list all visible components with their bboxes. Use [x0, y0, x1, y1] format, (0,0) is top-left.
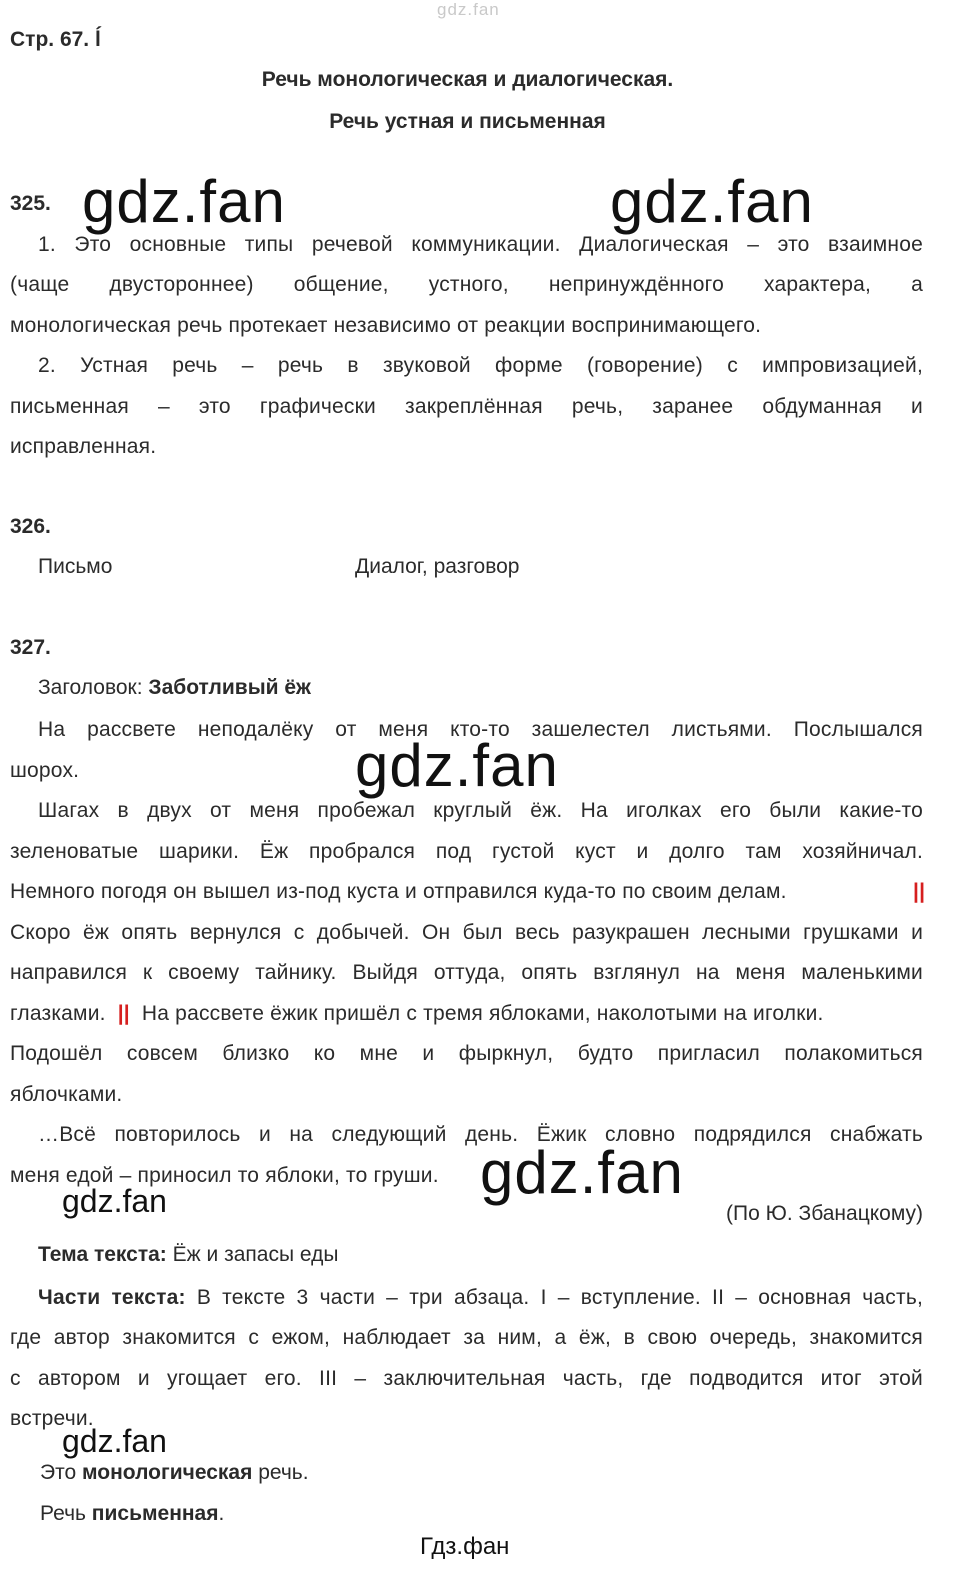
watermark: gdz.fan: [62, 1183, 167, 1219]
paragraph-text: Немного погодя он вышел из-под куста и отправился куда-то по своим делам.: [10, 880, 787, 903]
parts-text: В тексте 3 части – три абзаца. I – вступление. II – основная часть,: [196, 1286, 923, 1309]
paragraph-line: 1. Это основные типы речевой коммуникации. Диалогическая – это взаимное: [38, 233, 923, 256]
part-separator: ||: [117, 1002, 130, 1025]
speech-bold: письменная: [91, 1502, 219, 1525]
paragraph-line: [10, 878, 926, 906]
speech-type: [40, 1461, 309, 1485]
paragraph-line: [10, 1000, 923, 1028]
paragraph-line: исправленная.: [10, 435, 157, 458]
paragraph-line: Скоро ёж опять вернулся с добычей. Он был весь разукрашен лесными грушками и: [10, 921, 923, 944]
speech-text: речь.: [258, 1461, 309, 1484]
paragraph-line: 2. Устная речь – речь в звуковой форме (говорение) с импровизацией,: [38, 354, 923, 377]
speech-text: .: [218, 1502, 225, 1525]
paragraph-line: яблочками.: [10, 1083, 123, 1106]
theme-value: Ёж и запасы еды: [172, 1243, 339, 1266]
watermark: gdz.fan: [355, 732, 559, 799]
paragraph-line: [10, 1284, 923, 1312]
part-separator: ||: [913, 880, 926, 903]
page-label: Стр. 67. ĺ: [10, 28, 101, 51]
page-title-line-2: Речь устная и письменная: [329, 110, 606, 133]
paragraph-line: монологическая речь протекает независимо от реакции воспринимающего.: [10, 314, 762, 337]
paragraph-line: направился к своему тайнику. Выйдя оттуда, опять взглянул на меня маленькими: [10, 961, 923, 984]
speech-text: Это: [40, 1461, 77, 1484]
paragraph-line: меня едой – приносил то яблоки, то груши.: [10, 1164, 439, 1187]
parts-label: Части текста:: [38, 1286, 186, 1309]
watermark: gdz.fan: [82, 168, 286, 235]
text-theme: [38, 1243, 338, 1267]
paragraph-text: На рассвете ёжик пришёл с тремя яблоками, наколотыми на иголки.: [141, 1002, 824, 1025]
author-attribution: (По Ю. Збанацкому): [726, 1202, 923, 1225]
text-heading: [38, 676, 311, 700]
exercise-325-number: 325.: [10, 192, 51, 215]
paragraph-line: с автором и угощает его. III – заключительная часть, где подводится итог этой: [10, 1367, 923, 1390]
watermark-top: gdz.fan: [437, 0, 500, 19]
watermark: gdz.fan: [62, 1423, 167, 1459]
paragraph-line: (чаще двустороннее) общение, устного, непринуждённого характера, а: [10, 273, 923, 296]
paragraph-line: где автор знакомится с ежом, наблюдает за ним, а ёж, в свою очередь, знакомится: [10, 1326, 923, 1349]
exercise-326-number: 326.: [10, 515, 51, 538]
paragraph-line: …Всё повторилось и на следующий день. Ёжик словно подрядился снабжать: [38, 1123, 923, 1146]
heading-value: Заботливый ёж: [148, 676, 311, 699]
page-title-line-1: Речь монологическая и диалогическая.: [261, 68, 674, 91]
heading-label: Заголовок:: [38, 676, 143, 699]
paragraph-line: встречи.: [10, 1407, 94, 1430]
watermark: gdz.fan: [480, 1139, 684, 1206]
answer-right: Диалог, разговор: [355, 555, 520, 578]
answer-left: Письмо: [38, 555, 113, 578]
speech-form: [40, 1502, 224, 1526]
paragraph-line: Подошёл совсем близко ко мне и фыркнул, будто пригласил полакомиться: [10, 1042, 923, 1065]
footer-watermark: Гдз.фан: [420, 1533, 510, 1560]
paragraph-line: На рассвете неподалёку от меня кто-то зашелестел листьями. Послышался: [38, 718, 923, 741]
paragraph-line: письменная – это графически закреплённая речь, заранее обдуманная и: [10, 395, 923, 418]
speech-text: Речь: [40, 1502, 86, 1525]
paragraph-text: глазками.: [10, 1002, 106, 1025]
theme-label: Тема текста:: [38, 1243, 167, 1266]
paragraph-line: шорох.: [10, 759, 80, 782]
paragraph-line: Шагах в двух от меня пробежал круглый ёж. На иголках его были какие-то: [38, 799, 923, 822]
speech-bold: монологическая: [82, 1461, 253, 1484]
exercise-327-number: 327.: [10, 636, 51, 659]
watermark: gdz.fan: [610, 168, 814, 235]
paragraph-line: зеленоватые шарики. Ёж пробрался под густой куст и долго там хозяйничал.: [10, 840, 923, 863]
